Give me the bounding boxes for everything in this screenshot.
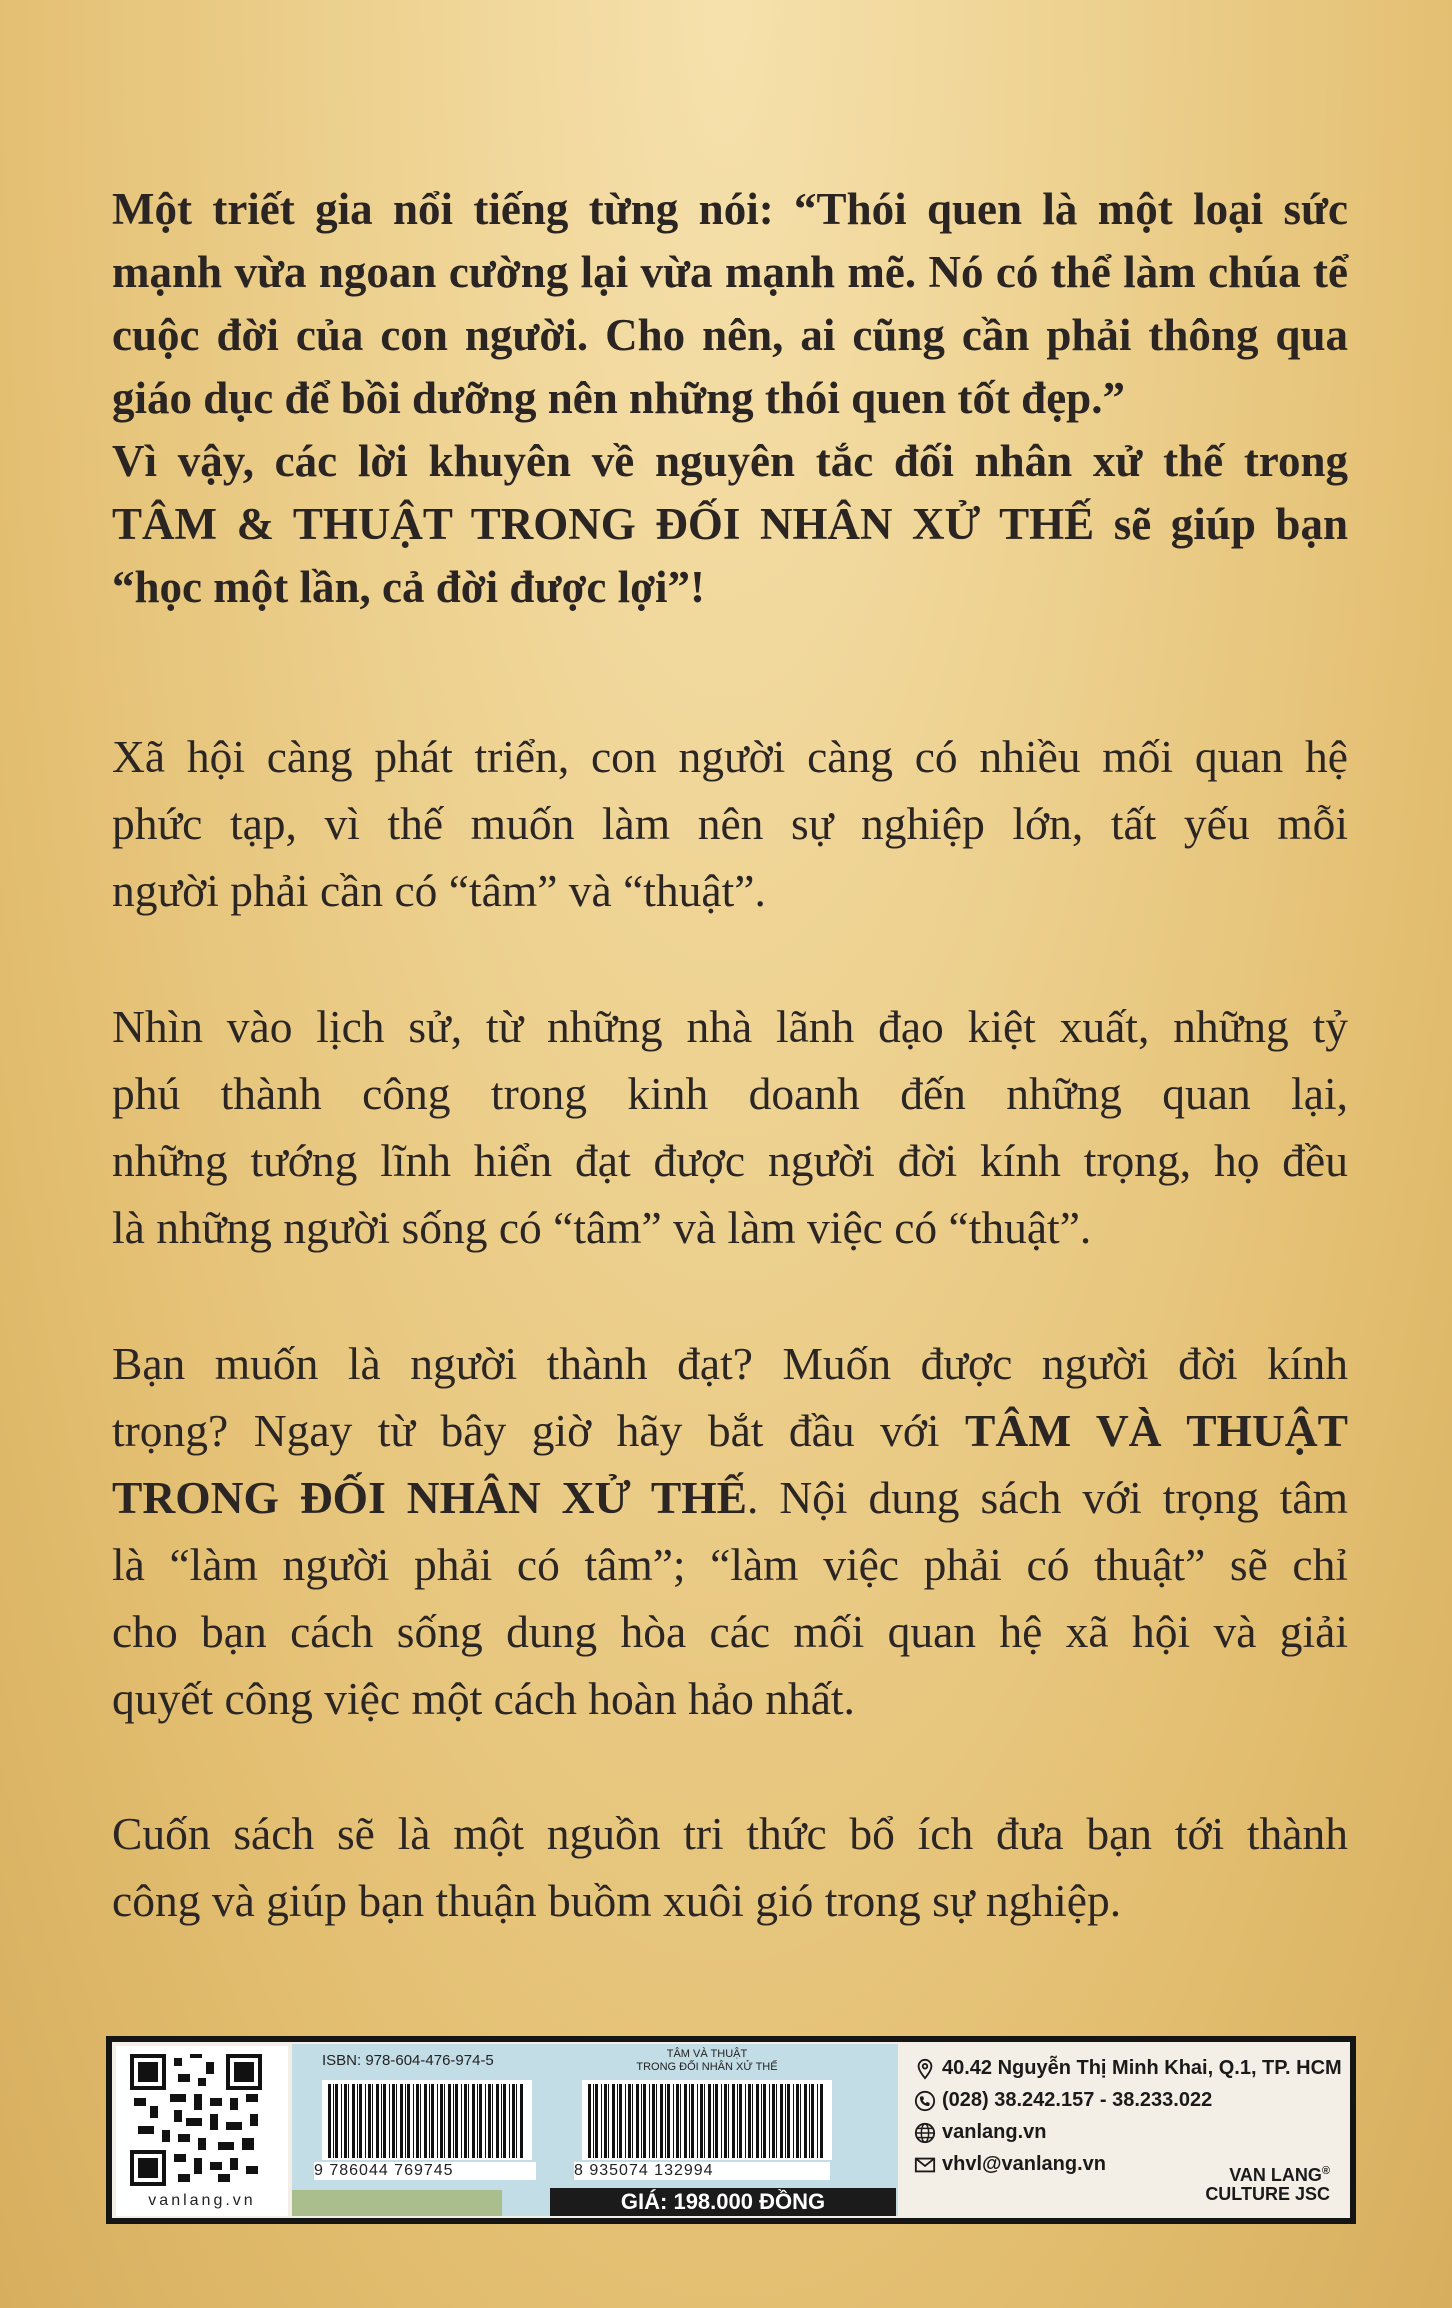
website-row (912, 2116, 1352, 2148)
paragraph-2 (112, 993, 1348, 1261)
book-title-inline: TRONG ĐỐI NHÂN XỬ THẾ (112, 1472, 747, 1523)
qr-caption: vanlang.vn (148, 2192, 256, 2209)
barcode-bar (772, 2084, 775, 2158)
isbn-barcode (322, 2080, 532, 2160)
intro-line: mạnh vừa ngoan cường lại vừa mạnh mẽ. Nó có thể làm chúa tể (112, 247, 1348, 297)
barcode-bar (745, 2084, 746, 2158)
barcode-bar (365, 2084, 366, 2158)
barcode-bar (689, 2084, 690, 2158)
barcode-bar (752, 2084, 753, 2158)
barcode-bar (608, 2084, 609, 2158)
barcode-bar (817, 2084, 818, 2158)
barcode-book-title (582, 2048, 832, 2074)
barcode-bar (684, 2084, 687, 2158)
barcode-bar (381, 2084, 382, 2158)
barcode-bar (780, 2084, 783, 2158)
barcode-bar (461, 2084, 462, 2158)
barcode-bar (407, 2084, 410, 2158)
barcode-bar (796, 2084, 799, 2158)
barcode-bar (617, 2084, 618, 2158)
barcode-bar (424, 2084, 427, 2158)
barcode-bar (348, 2084, 349, 2158)
barcode-bar (604, 2084, 607, 2158)
isbn-text: ISBN: 978-604-476-974-5 (322, 2052, 494, 2069)
paragraph-line: cho bạn cách sống dung hòa các mối quan hệ xã hội và giải (112, 1606, 1348, 1657)
phone-text: (028) 38.242.157 - 38.233.022 (942, 2089, 1213, 2111)
barcode-bar (429, 2084, 430, 2158)
barcode-bar (503, 2084, 506, 2158)
barcode-digits: 8 935074 132994 (574, 2162, 830, 2180)
paragraph-line: là “làm người phải có tâm”; “làm việc phải có thuật” sẽ chỉ (112, 1539, 1348, 1590)
barcode-bar (667, 2084, 670, 2158)
book-title-inline: TÂM VÀ THUẬT (965, 1405, 1349, 1456)
barcode-bar (700, 2084, 703, 2158)
barcode-bar (673, 2084, 674, 2158)
barcode-bar (357, 2084, 358, 2158)
barcode-bar (341, 2084, 342, 2158)
barcode-bar (793, 2084, 794, 2158)
color-strip (292, 2190, 502, 2216)
address-row (912, 2052, 1352, 2084)
qr-code-panel (116, 2046, 288, 2216)
barcode-bar (448, 2084, 451, 2158)
barcode-bar (625, 2084, 626, 2158)
website-text: vanlang.vn (942, 2121, 1047, 2143)
barcode-bar (721, 2084, 722, 2158)
barcode-bar (632, 2084, 633, 2158)
address-text: 40.42 Nguyễn Thị Minh Khai, Q.1, TP. HCM (942, 2057, 1342, 2079)
barcode-bar (739, 2084, 742, 2158)
barcode-bar (400, 2084, 403, 2158)
paragraph-line: công và giúp bạn thuận buồm xuôi gió trong sự nghiệp. (112, 1875, 1122, 1926)
barcode-bar (636, 2084, 639, 2158)
barcode-bar (680, 2084, 681, 2158)
barcode-bars (328, 2084, 526, 2158)
barcode-bar (763, 2084, 766, 2158)
barcode-bar (485, 2084, 486, 2158)
barcode-bar (376, 2084, 379, 2158)
paragraph-3 (112, 1330, 1348, 1732)
barcode-bar (724, 2084, 727, 2158)
barcode-bar (520, 2084, 523, 2158)
barcode-bar (420, 2084, 421, 2158)
price-label: GIÁ: 198.000 ĐỒNG (550, 2188, 896, 2216)
barcode-bar (389, 2084, 390, 2158)
barcode-book-title-line: TRONG ĐỐI NHÂN XỬ THẾ (636, 2061, 778, 2073)
barcode-bar (477, 2084, 478, 2158)
barcode-bar (453, 2084, 454, 2158)
barcode-bar (383, 2084, 386, 2158)
barcode-bar (643, 2084, 646, 2158)
publisher-name: VAN LANG® (1229, 2165, 1330, 2185)
barcode-bar (496, 2084, 499, 2158)
barcode-bar (737, 2084, 738, 2158)
barcode-bar (761, 2084, 762, 2158)
barcode-bar (359, 2084, 362, 2158)
barcode-bar (588, 2084, 591, 2158)
paragraph-line: Bạn muốn là người thành đạt? Muốn được người đời kính (112, 1338, 1348, 1389)
barcode-bar (769, 2084, 770, 2158)
barcode-bar (708, 2084, 711, 2158)
barcode-bar (649, 2084, 650, 2158)
barcode-bar (756, 2084, 759, 2158)
barcode-bar (748, 2084, 751, 2158)
intro-quote (112, 178, 1348, 619)
envelope-icon (912, 2154, 938, 2176)
barcode-bar (676, 2084, 679, 2158)
paragraph-line: Nhìn vào lịch sử, từ những nhà lãnh đạo kiệt xuất, những tỷ (112, 1001, 1348, 1052)
barcode-digits: 9 786044 769745 (314, 2162, 536, 2180)
barcode-bar (628, 2084, 631, 2158)
barcode-bar (501, 2084, 502, 2158)
barcode-bar (732, 2084, 735, 2158)
barcode-bar (516, 2084, 517, 2158)
barcode-bar (333, 2084, 334, 2158)
paragraph-line: phức tạp, vì thế muốn làm nên sự nghiệp lớn, tất yếu mỗi (112, 798, 1348, 849)
intro-line: Một triết gia nổi tiếng từng nói: “Thói quen là một loại sức (112, 184, 1348, 234)
barcode-panel (292, 2044, 898, 2216)
paragraph-line: những tướng lĩnh hiển đạt được người đời kính trọng, họ đều (112, 1135, 1348, 1186)
barcode-bar (431, 2084, 434, 2158)
paragraph-1 (112, 723, 1348, 924)
barcode-bars (588, 2084, 826, 2158)
barcode-bar (595, 2084, 598, 2158)
intro-line: “học một lần, cả đời được lợi”! (112, 562, 705, 612)
paragraph-4 (112, 1800, 1348, 1934)
barcode-bar (444, 2084, 445, 2158)
barcode-bar (652, 2084, 655, 2158)
barcode-bar (704, 2084, 705, 2158)
barcode-bar (715, 2084, 718, 2158)
phone-icon (912, 2090, 938, 2112)
barcode-bar (776, 2084, 777, 2158)
barcode-bar (728, 2084, 729, 2158)
barcode-bar (785, 2084, 786, 2158)
barcode-bar (820, 2084, 823, 2158)
barcode-bar (352, 2084, 355, 2158)
intro-line: cuộc đời của con người. Cho nên, ai cũng cần phải thông qua (112, 310, 1348, 360)
barcode-bar (713, 2084, 714, 2158)
barcode-bar (479, 2084, 482, 2158)
barcode-bar (392, 2084, 395, 2158)
barcode-bar (413, 2084, 414, 2158)
barcode-bar (372, 2084, 373, 2158)
barcode-bar (800, 2084, 801, 2158)
barcode-bar (335, 2084, 338, 2158)
paragraph-line: là những người sống có “tâm” và làm việc có “thuật”. (112, 1202, 1092, 1253)
publisher-name-2: CULTURE JSC (1205, 2184, 1330, 2204)
barcode-bar (472, 2084, 475, 2158)
barcode-bar (344, 2084, 347, 2158)
barcode-bar (691, 2084, 694, 2158)
barcode-bar (601, 2084, 602, 2158)
intro-line: Vì vậy, các lời khuyên về nguyên tắc đối nhân xử thế trong (112, 436, 1348, 486)
paragraph-line: quyết công việc một cách hoàn hảo nhất. (112, 1673, 855, 1724)
barcode-bar (492, 2084, 493, 2158)
paragraph-line: người phải cần có “tâm” và “thuật”. (112, 865, 766, 916)
barcode-bar (437, 2084, 438, 2158)
product-barcode (582, 2080, 832, 2160)
barcode-bar (468, 2084, 469, 2158)
barcode-bar (809, 2084, 810, 2158)
barcode-bar (328, 2084, 331, 2158)
publisher-logo (1205, 2162, 1330, 2204)
phone-row (912, 2084, 1352, 2116)
intro-line: giáo dục để bồi dưỡng nên những thói quen tốt đẹp.” (112, 373, 1125, 423)
barcode-bar (509, 2084, 510, 2158)
paragraph-line: Cuốn sách sẽ là một nguồn tri thức bổ ích đưa bạn tới thành (112, 1808, 1348, 1859)
paragraph-text: trọng? Ngay từ bây giờ hãy bắt đầu với (112, 1405, 966, 1456)
paragraph-line: phú thành công trong kinh doanh đến những quan lại, (112, 1068, 1348, 1119)
email-text: vhvl@vanlang.vn (942, 2153, 1106, 2175)
barcode-bar (440, 2084, 443, 2158)
intro-line: TÂM & THUẬT TRONG ĐỐI NHÂN XỬ THẾ sẽ giúp bạn (112, 499, 1348, 549)
barcode-bar (660, 2084, 663, 2158)
barcode-bar (619, 2084, 622, 2158)
barcode-bar (656, 2084, 657, 2158)
barcode-bar (405, 2084, 406, 2158)
barcode-bar (416, 2084, 419, 2158)
barcode-bar (787, 2084, 790, 2158)
location-pin-icon (912, 2058, 938, 2080)
barcode-bar (396, 2084, 397, 2158)
barcode-bar (697, 2084, 698, 2158)
barcode-bar (488, 2084, 491, 2158)
paragraph-text: . Nội dung sách với trọng tâm (746, 1472, 1348, 1523)
barcode-bar (665, 2084, 666, 2158)
paragraph-line (112, 1397, 1348, 1464)
paragraph-line (112, 1464, 1348, 1531)
publisher-contact (912, 2052, 1352, 2180)
qr-code (130, 2054, 262, 2186)
publisher-footer (106, 2036, 1356, 2224)
barcode-bar (811, 2084, 814, 2158)
barcode-bar (612, 2084, 615, 2158)
barcode-bar (455, 2084, 458, 2158)
barcode-bar (368, 2084, 371, 2158)
globe-icon (912, 2122, 938, 2144)
paragraph-line: Xã hội càng phát triển, con người càng có nhiều mối quan hệ (112, 731, 1348, 782)
barcode-bar (464, 2084, 467, 2158)
barcode-bar (804, 2084, 807, 2158)
barcode-bar (593, 2084, 594, 2158)
barcode-bar (512, 2084, 515, 2158)
barcode-bar (641, 2084, 642, 2158)
barcode-book-title-line: TÂM VÀ THUẬT (666, 2048, 748, 2060)
